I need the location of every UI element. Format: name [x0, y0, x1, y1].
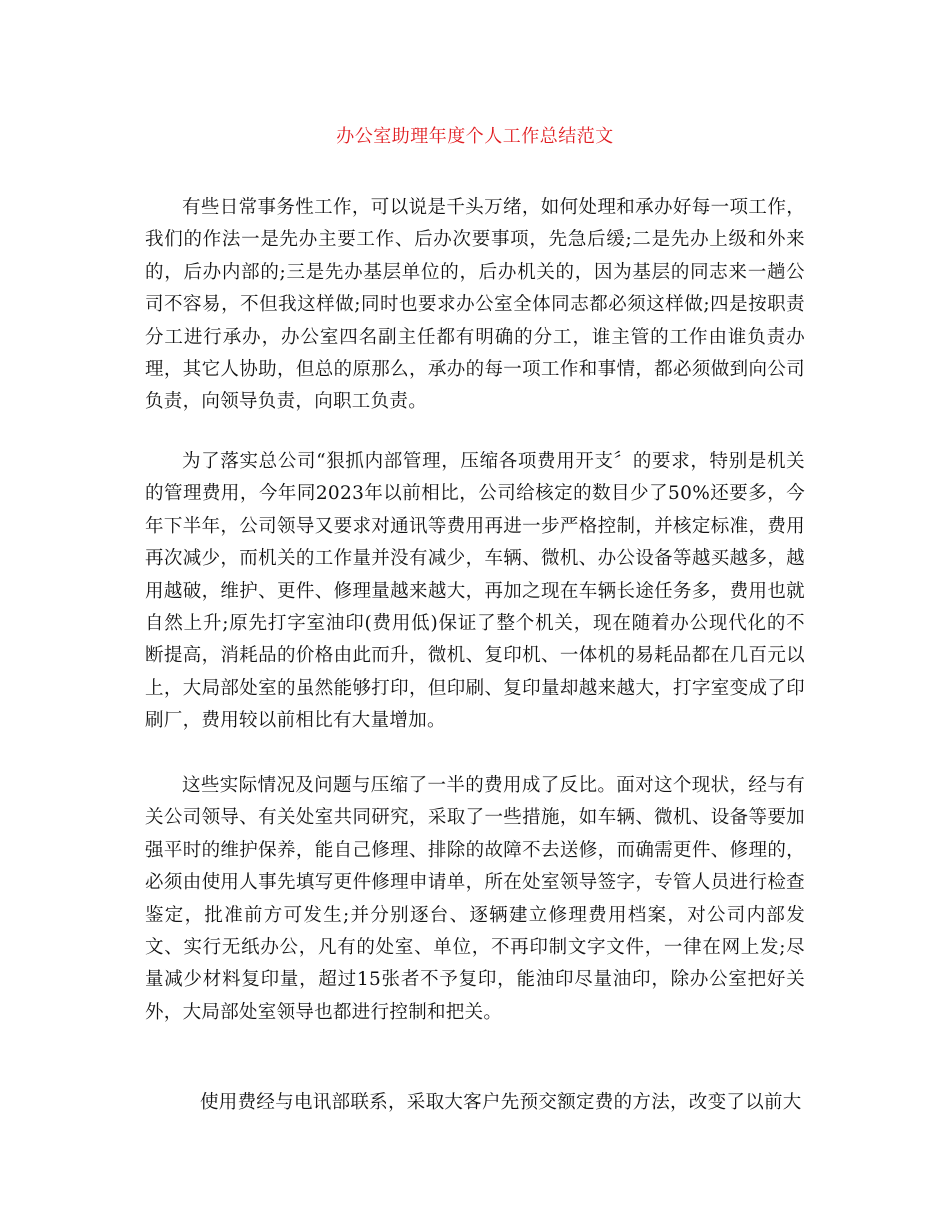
- document-title: 办公室助理年度个人工作总结范文: [336, 126, 614, 147]
- paragraph-4: 使用费经与电讯部联系，采取大客户先预交额定费的方法，改变了以前大: [200, 1092, 802, 1113]
- paragraph-1: 有些日常事务性工作，可以说是千头万绪，如何处理和承办好每一项工作，我们的作法一是先办主要工作、后办次要事项，先急后缓;二是先办上级和外来的，后办内部的;三是先办基层单位的，后办机关的，因为基层的同志来一趟公司不容易，不但我这样做;同时也要求办公室全体同志都必须这样做;四是按职责分工进行承办，办公室四名副主任都有明确的分工，谁主管的工作由谁负责办理，其它人协助，但总的原那么，承办的每一项工作和事情，都必须做到向公司负责，向领导负责，向职工负责。: [145, 197, 805, 413]
- paragraph-3: 这些实际情况及问题与压缩了一半的费用成了反比。面对这个现状，经与有关公司领导、有关处室共同研究，采取了一些措施，如车辆、微机、设备等要加强平时的维护保养，能自己修理、排除的故障不去送修，而确需更件、修理的，必须由使用人事先填写更件修理申请单，所在处室领导签字，专管人员进行检查鉴定，批准前方可发生;并分别逐台、逐辆建立修理费用档案，对公司内部发文、实行无纸办公，凡有的处室、单位，不再印制文字文件，一律在网上发;尽量减少材料复印量，超过15张者不予复印，能油印尽量油印，除办公室把好关外，大局部处室领导也都进行控制和把关。: [145, 775, 805, 1023]
- paragraph-2: 为了落实总公司“狠抓内部管理，压缩各项费用开支〞的要求，特别是机关的管理费用，今年同2023年以前相比，公司给核定的数目少了50%还要多，今年下半年，公司领导又要求对通讯等费用再进一步严格控制，并核定标准，费用再次减少，而机关的工作量并没有减少，车辆、微机、办公设备等越买越多，越用越破，维护、更件、修理量越来越大，再加之现在车辆长途任务多，费用也就自然上升;原先打字室油印(费用低)保证了整个机关，现在随着办公现代化的不断提高，消耗品的价格由此而升，微机、复印机、一体机的易耗品都在几百元以上，大局部处室的虽然能够打印，但印刷、复印量却越来越大，打字室变成了印刷厂，费用较以前相比有大量增加。: [145, 451, 805, 732]
